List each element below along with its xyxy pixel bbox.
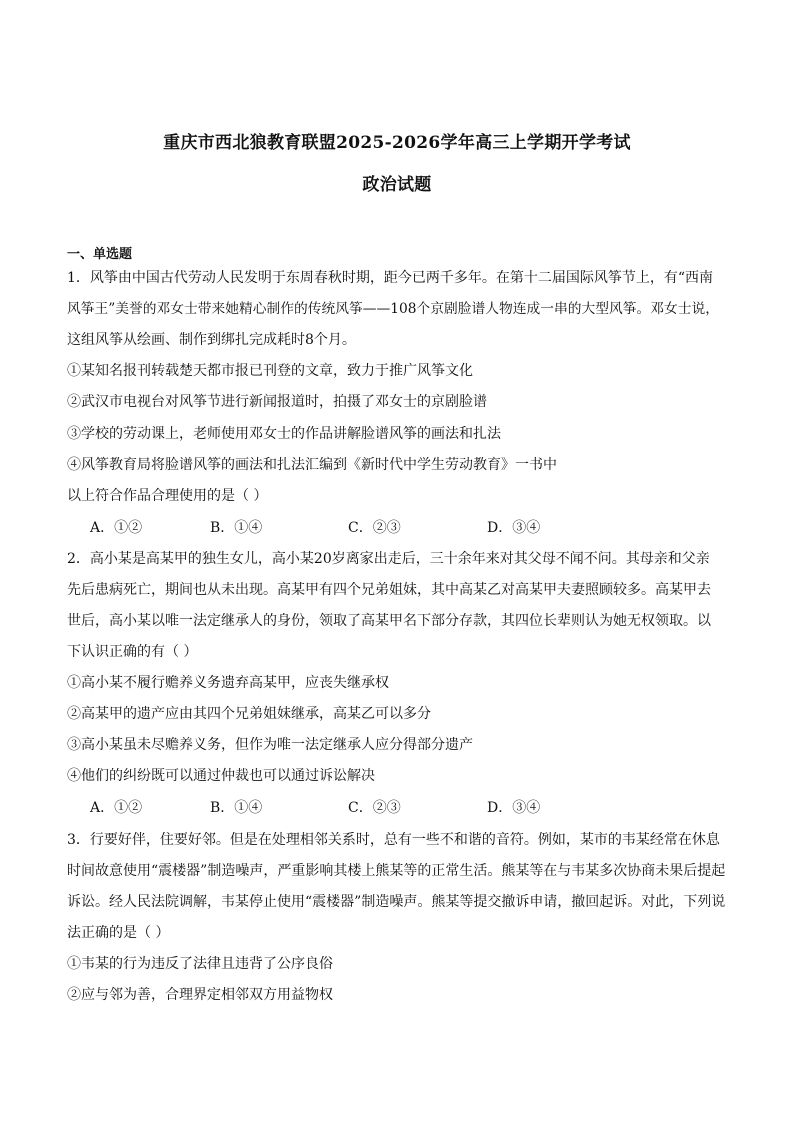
q3-stem-line-4: 法正确的是（ ） xyxy=(67,925,170,941)
q3-option-1: ①韦某的行为违反了法律且违背了公序良俗 xyxy=(67,956,333,972)
q1-choice-a[interactable]: A．①② xyxy=(90,520,143,536)
q1-choice-d[interactable]: D．③④ xyxy=(487,520,541,536)
q1-stem-line-2: 风筝王”美誉的邓女士带来她精心制作的传统风筝——108个京剧脸谱人物连成一串的大型风筝。邓女士说， xyxy=(67,301,720,317)
q1-choice-c[interactable]: C．②③ xyxy=(348,520,401,536)
q2-choice-a[interactable]: A．①② xyxy=(90,800,143,816)
q2-option-2: ②高某甲的遗产应由其四个兄弟姐妹继承，高某乙可以多分 xyxy=(67,706,431,722)
q1-option-2: ②武汉市电视台对风筝节进行新闻报道时，拍摄了邓女士的京剧脸谱 xyxy=(67,394,487,410)
q1-stem-line-1: 1．风筝由中国古代劳动人民发明于东周春秋时期，距今已两千多年。在第十二届国际风筝节上，有“西南 xyxy=(67,270,714,286)
q1-option-4: ④风筝教育局将脸谱风筝的画法和扎法汇编到《新时代中学生劳动教育》一书中 xyxy=(67,457,557,473)
section-heading: 一、单选题 xyxy=(67,247,133,262)
q2-stem-line-4: 下认识正确的有（ ） xyxy=(67,644,198,660)
q2-choice-c[interactable]: C．②③ xyxy=(348,800,401,816)
q3-option-2: ②应与邻为善，合理界定相邻双方用益物权 xyxy=(67,987,333,1003)
q1-stem-line-3: 这组风筝从绘画、制作到绑扎完成耗时8个月。 xyxy=(67,332,356,348)
q2-option-4: ④他们的纠纷既可以通过仲裁也可以通过诉讼解决 xyxy=(67,768,375,784)
q2-option-1: ①高小某不履行赡养义务遗弃高某甲，应丧失继承权 xyxy=(67,675,389,691)
q2-choice-b[interactable]: B．①④ xyxy=(210,800,263,816)
q1-option-1: ①某知名报刊转载楚天都市报已刊登的文章，致力于推广风筝文化 xyxy=(67,363,473,379)
q1-choice-b[interactable]: B．①④ xyxy=(210,520,263,536)
q2-option-3: ③高小某虽未尽赡养义务，但作为唯一法定继承人应分得部分遗产 xyxy=(67,737,473,753)
q2-choice-d[interactable]: D．③④ xyxy=(487,800,541,816)
q2-stem-line-1: 2．高小某是高某甲的独生女儿，高小某20岁离家出走后，三十余年来对其父母不闻不问。其母亲和父亲 xyxy=(67,551,710,567)
q2-stem-line-3: 世后，高小某以唯一法定继承人的身份，领取了高某甲名下部分存款，其四位长辈则认为她无权领取。以 xyxy=(67,613,711,629)
q3-stem-line-2: 时间故意使用“震楼器”制造噪声，严重影响其楼上熊某等的正常生活。熊某等在与韦某多次协商未果后提起 xyxy=(67,863,726,879)
q3-stem-line-1: 3．行要好伴，住要好邻。但是在处理相邻关系时，总有一些不和谐的音符。例如，某市的韦某经常在休息 xyxy=(67,832,720,848)
q2-stem-line-2: 先后患病死亡，期间也从未出现。高某甲有四个兄弟姐妹，其中高某乙对高某甲夫妻照顾较多。高某甲去 xyxy=(67,582,711,598)
q1-prompt: 以上符合作品合理使用的是（ ） xyxy=(67,488,268,504)
exam-subtitle: 政治试题 xyxy=(362,175,432,195)
exam-title: 重庆市西北狼教育联盟2025-2026学年高三上学期开学考试 xyxy=(163,133,631,153)
q1-option-3: ③学校的劳动课上，老师使用邓女士的作品讲解脸谱风筝的画法和扎法 xyxy=(67,426,501,442)
q3-stem-line-3: 诉讼。经人民法院调解，韦某停止使用“震楼器”制造噪声。熊某等提交撤诉申请，撤回起诉。对此，下列说 xyxy=(67,894,726,910)
